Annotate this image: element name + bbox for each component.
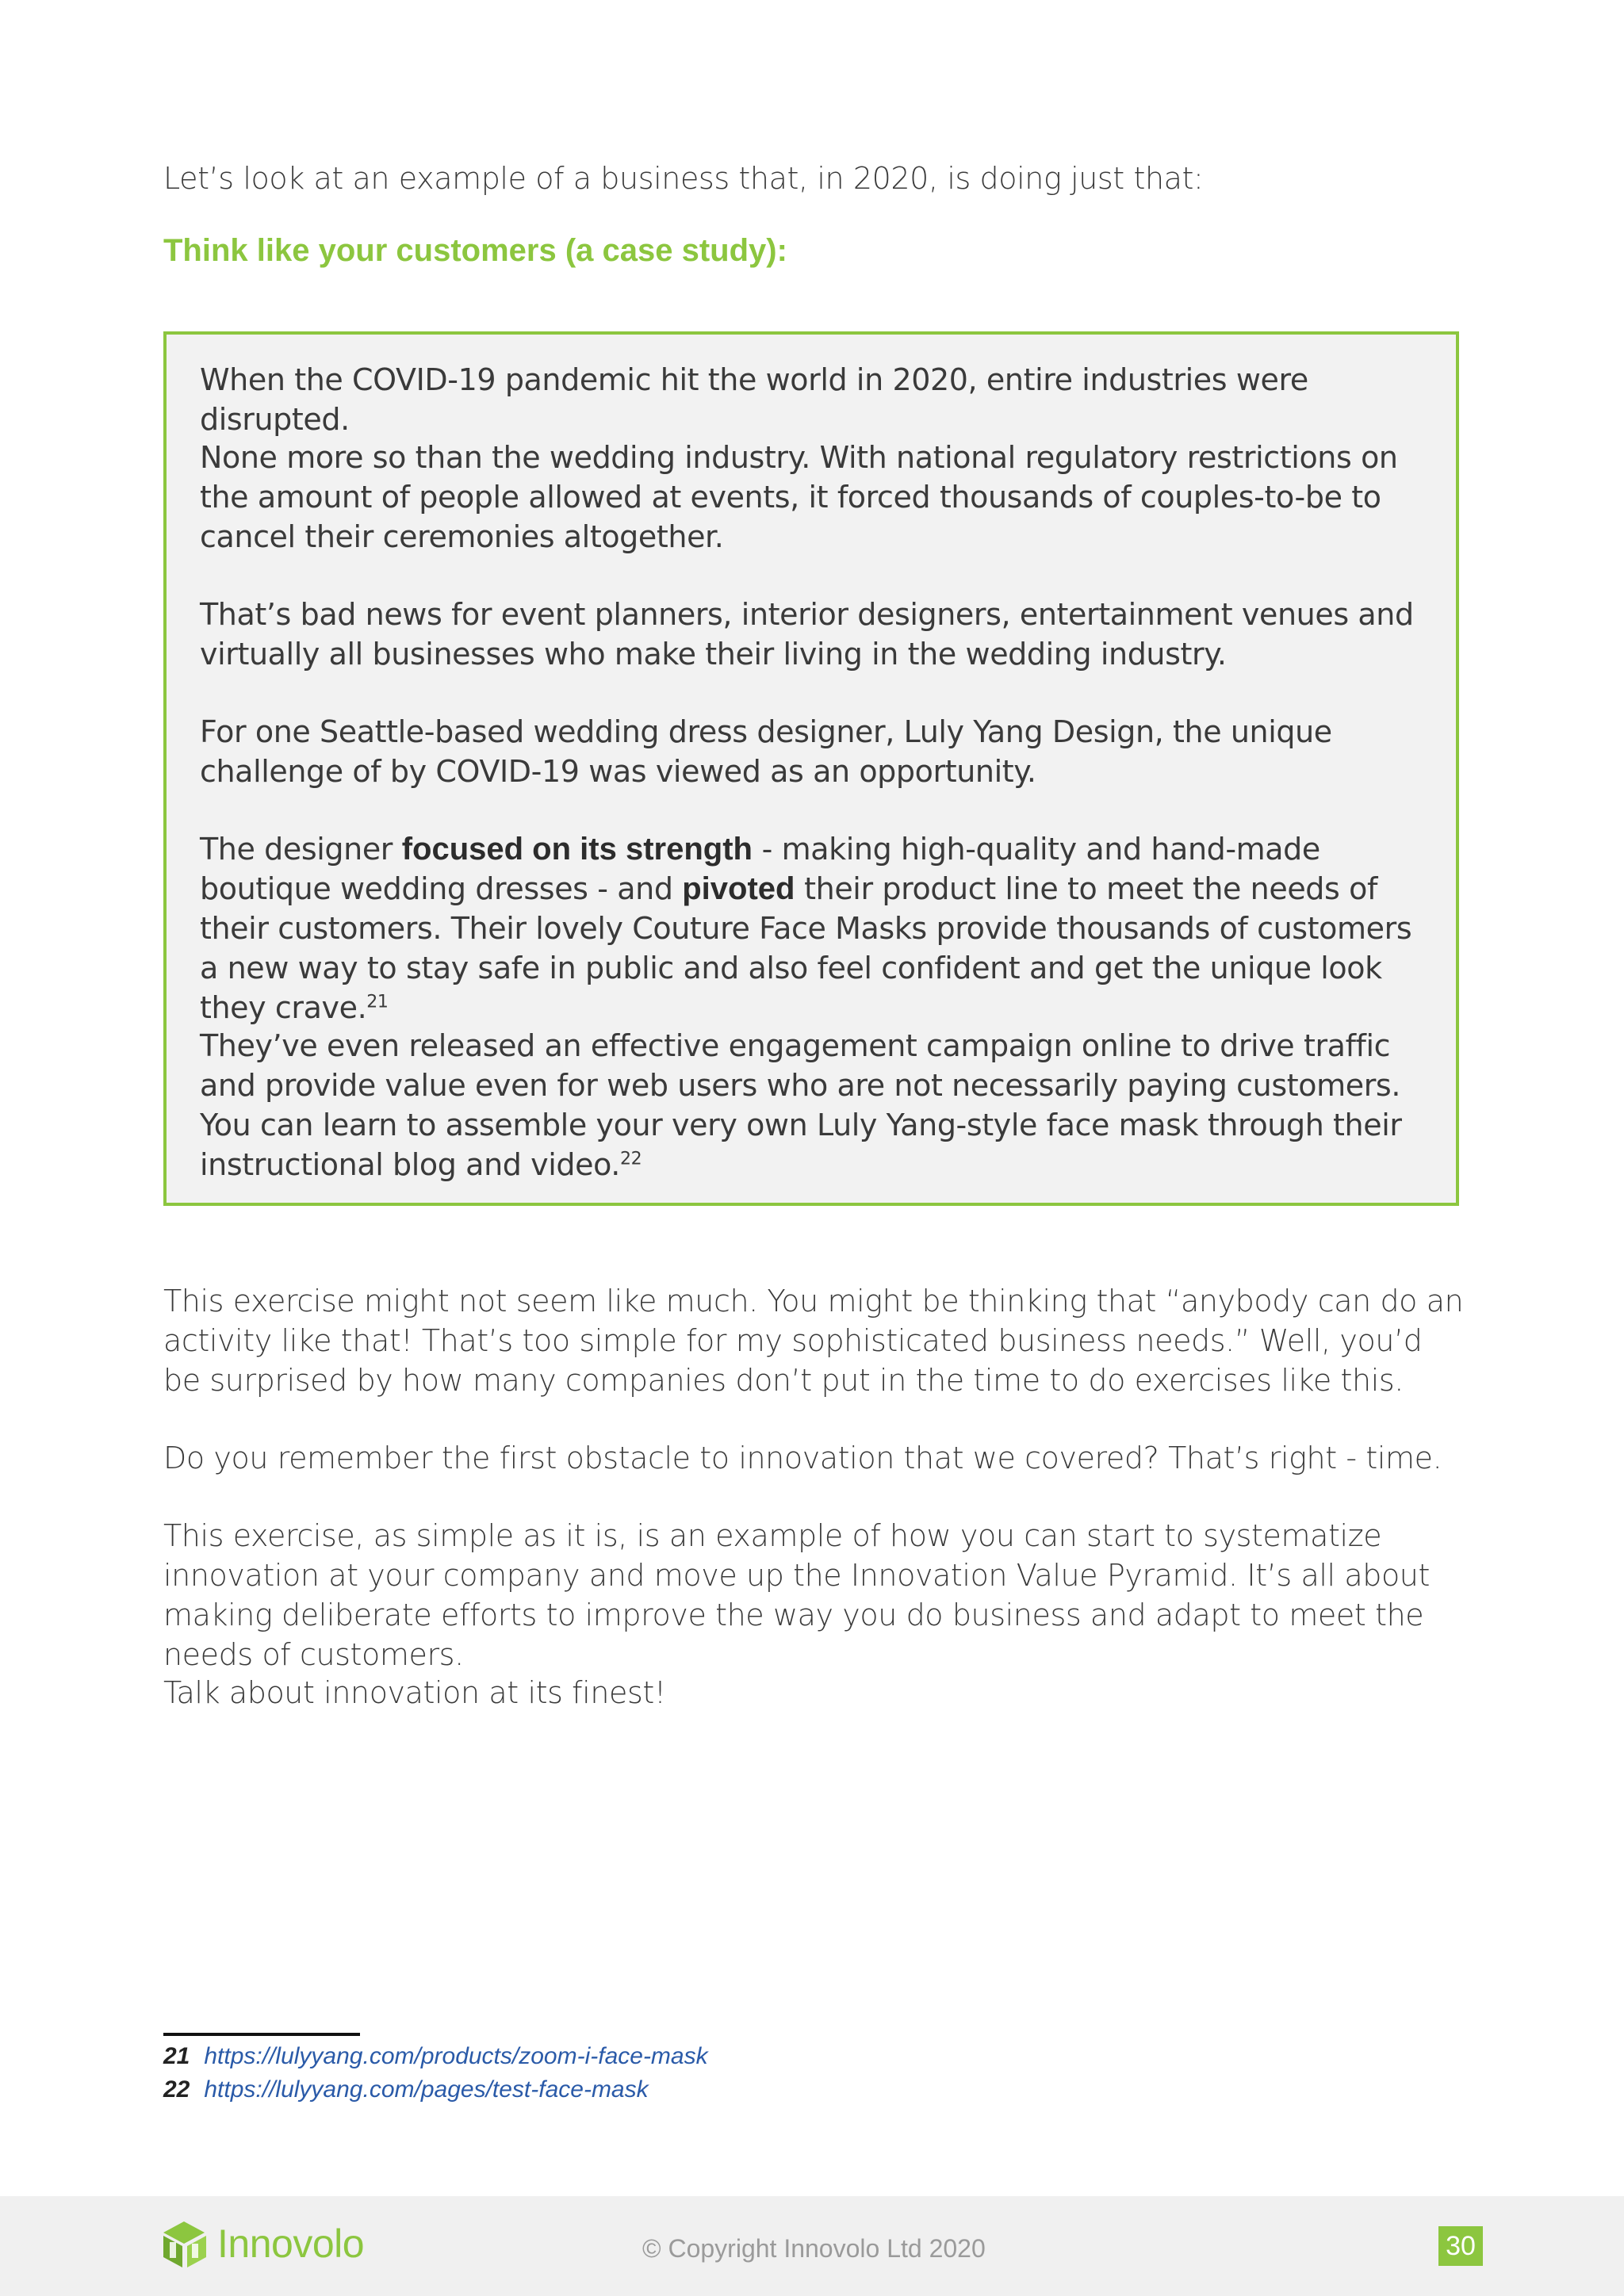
p5-text-b: - making high-quality and hand-made boutique wedding dresses - and [200, 832, 1320, 906]
case-study-paragraph-4: For one Seattle-based wedding dress designer, Luly Yang Design, the unique challenge of by COVID-19 was viewed as an opportunity. [200, 714, 1332, 789]
body-paragraph-2: Do you remember the first obstacle to innovation that we covered? That’s right - time. [163, 1441, 1442, 1475]
body-paragraph-1: This exercise might not seem like much. You might be thinking that “anybody can do an activity like that! That’s too simple for my sophisticated business needs.” Well, you’d be surprised by how many companies don’t put in the time to do exercises like this. [163, 1284, 1464, 1398]
footnote-22 [163, 2074, 649, 2106]
body-paragraph-3: This exercise, as simple as it is, is an example of how you can start to systematize innovation at your company and move up the Innovation Value Pyramid. It’s all about making deliberate efforts to improve the way you do business and adapt to meet the needs of customers. [163, 1518, 1430, 1672]
case-study-paragraph-2: None more so than the wedding industry. With national regulatory restrictions on the amount of people allowed at events, it forced thousands of couples-to-be to cancel their ceremonies altogether. [200, 440, 1398, 554]
footnote-link[interactable]: https://lulyyang.com/products/zoom-i-face-mask [204, 2043, 708, 2069]
p5-text-c: their product line to meet the needs of their customers. Their lovely Couture Face Masks provide thousands of customers a new way to stay safe in public and also feel confident and get the unique look they crave. [200, 871, 1412, 1025]
footnote-number: 21 [163, 2043, 190, 2069]
footnote-divider [163, 2033, 360, 2036]
body-paragraph-4: Talk about innovation at its finest! [163, 1675, 666, 1710]
brand-logo [160, 2218, 364, 2269]
case-study-paragraph-6 [200, 1026, 1437, 1184]
p5-text-a: The designer [200, 832, 402, 867]
innovolo-logo-icon [160, 2218, 209, 2269]
case-study-paragraph-5 [200, 829, 1437, 1027]
footnote-link[interactable]: https://lulyyang.com/pages/test-face-mask [204, 2076, 649, 2103]
page-number-badge: 30 [1438, 2226, 1483, 2266]
case-study-paragraph-1: When the COVID-19 pandemic hit the world in 2020, entire industries were disrupted. [200, 362, 1308, 437]
footnote-ref-21[interactable]: 21 [366, 992, 389, 1012]
case-study-box [163, 331, 1459, 1206]
p5-bold-pivoted: pivoted [682, 871, 795, 906]
footnote-number: 22 [163, 2076, 190, 2103]
copyright-text: © Copyright Innovolo Ltd 2020 [642, 2234, 986, 2263]
case-study-heading: Think like your customers (a case study): [163, 233, 787, 268]
footnote-ref-22[interactable]: 22 [619, 1149, 642, 1169]
p6-text: They’ve even released an effective engagement campaign online to drive traffic and provide value even for web users who are not necessarily paying customers. You can learn to assemble your very own Luly Yang-style face mask through their instructional blog and video. [200, 1028, 1402, 1182]
footnote-21 [163, 2041, 708, 2072]
case-study-paragraph-3: That’s bad news for event planners, interior designers, entertainment venues and virtually all businesses who make their living in the wedding industry. [200, 597, 1414, 672]
intro-paragraph: Let’s look at an example of a business that, in 2020, is doing just that: [163, 161, 1204, 196]
brand-name: Innovolo [217, 2221, 365, 2266]
p5-bold-strength: focused on its strength [401, 832, 753, 867]
